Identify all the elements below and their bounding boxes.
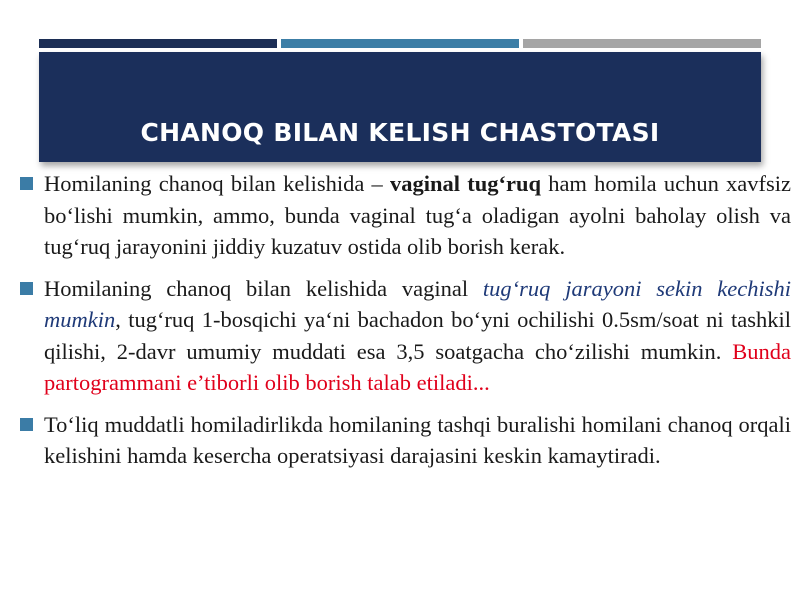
bullet-text: , tug‘ruq 1-bosqichi ya‘ni bachadon bo‘yni ochilishi 0.5sm/soat ni tashkil qilishi, 2-davr umumiy muddati esa 3,5 soatgacha cho‘zilishi mumkin. [44,307,791,364]
bullet-text: Homilaning chanoq bilan kelishida – [44,171,390,196]
bullet-text: Homilaning chanoq bilan kelishida vaginal [44,275,483,301]
bullet-item [20,409,791,472]
bullet-text: To‘liq muddatli homiladirlikda homilaning tashqi buralishi homilani chanoq orqali kelishini hamda kesercha operatsiyasi darajasini keskin kamaytiradi. [44,411,791,468]
square-bullet-icon [20,418,33,431]
square-bullet-icon [20,282,33,295]
header-stripe-blue [281,39,519,48]
bullet-text-bold: vaginal tug‘ruq [389,171,541,196]
bullet-item [20,168,791,263]
bullet-text-highlight: Bunda partogrammani e’tiborli olib borish talab etiladi... [44,338,791,395]
bullet-item [20,273,791,399]
bullet-text-italic: tug‘ruq jarayoni sekin kechishi mumkin [44,275,791,332]
header-stripe-dark [39,39,277,48]
title-banner [39,52,761,162]
slide-title: CHANOQ BILAN KELISH CHASTOTASI [140,118,660,147]
header-stripe-gray [523,39,761,48]
square-bullet-icon [20,177,33,190]
slide-content [20,168,791,482]
bullet-text: ham homila uchun xavfsiz bo‘lishi mumkin, ammo, bunda vaginal tug‘a oladigan ayolni baholay olish va tug‘ruq jarayonini jiddiy kuzatuv ostida olib borish kerak. [44,171,792,259]
